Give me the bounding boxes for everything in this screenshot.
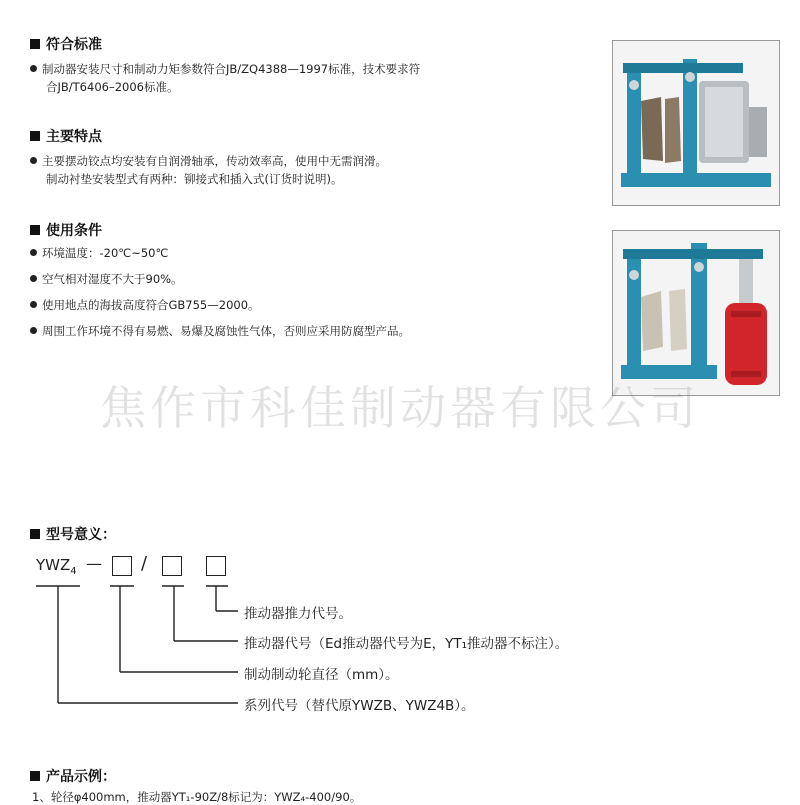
square-bullet-icon bbox=[30, 771, 40, 781]
section-title: 产品示例： bbox=[46, 769, 116, 785]
section-title: 型号意义： bbox=[46, 527, 116, 543]
bullet-text: 空气相对湿度不大于90%。 bbox=[42, 272, 183, 286]
bullet-text: 使用地点的海拔高度符合GB755—2000。 bbox=[42, 298, 260, 312]
section-product-example bbox=[30, 766, 116, 786]
company-watermark: 焦作市科佳制动器有限公司 bbox=[100, 381, 700, 435]
bullet-text: 主要摆动铰点均安装有自润滑轴承，传动效率高，使用中无需润滑。 bbox=[42, 154, 387, 168]
section-heading bbox=[30, 766, 116, 786]
section-title: 符合标准 bbox=[46, 37, 102, 53]
explanation-thruster-code: 推动器代号（Ed推动器代号为E，YT₁推动器不标注）。 bbox=[244, 636, 569, 652]
explanation-series-code: 系列代号（替代原YWZB、YWZ4B）。 bbox=[244, 698, 475, 714]
model-prefix: YWZ bbox=[36, 556, 71, 574]
bullet-text: 周围工作环境不得有易燃、易爆及腐蚀性气体，否则应采用防腐型产品。 bbox=[42, 324, 410, 338]
explanation-force-code: 推动器推力代号。 bbox=[244, 606, 352, 622]
model-prefix-subscript: 4 bbox=[70, 566, 77, 577]
bullet-continuation: 合JB/T6406–2006标准。 bbox=[46, 80, 179, 94]
explanation-wheel-diameter: 制动制动轮直径（mm）。 bbox=[244, 667, 399, 683]
section-title: 主要特点 bbox=[46, 129, 102, 145]
model-dash: — bbox=[86, 554, 102, 573]
example-line: 1、轮径φ400mm，推动器YT₁-90Z/8标记为：YWZ₄-400/90。 bbox=[32, 790, 362, 804]
bullet-continuation: 制动衬垫安装型式有两种：铆接式和插入式(订货时说明)。 bbox=[46, 172, 343, 186]
bullet-text: 制动器安装尺寸和制动力矩参数符合JB/ZQ4388—1997标准，技术要求符 bbox=[42, 62, 421, 76]
bullet-text: 环境温度：-20℃~50℃ bbox=[42, 246, 169, 260]
model-slash: / bbox=[141, 553, 148, 574]
section-title: 使用条件 bbox=[46, 223, 102, 239]
